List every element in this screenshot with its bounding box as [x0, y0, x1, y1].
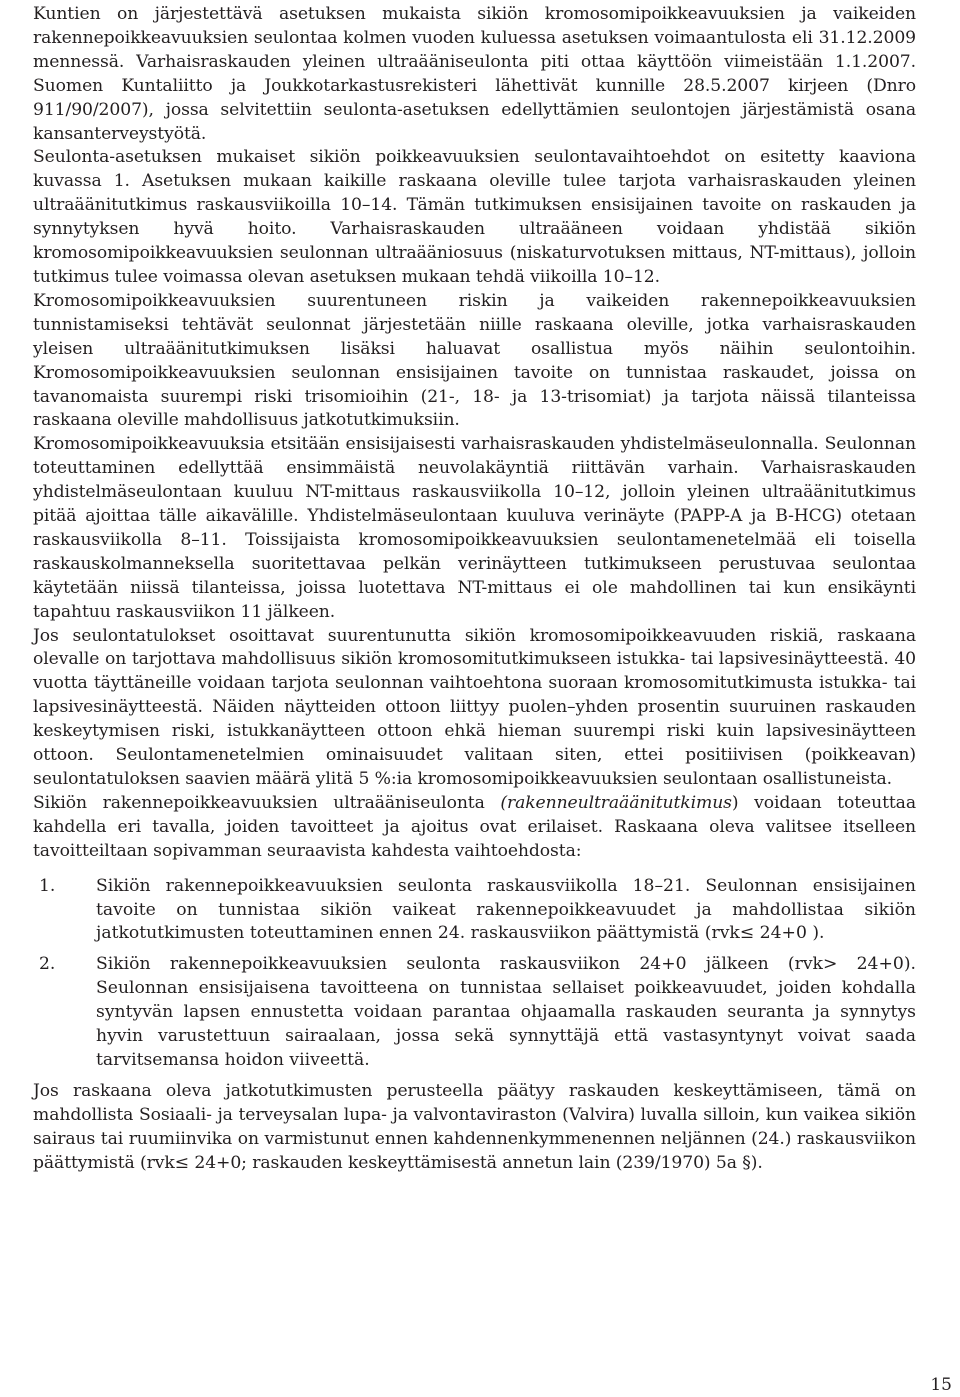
paragraph-4: Kromosomipoikkeavuuksia etsitään ensisijaisesti varhaisraskauden yhdistelmäseulonnalla. Seulonnan toteuttaminen edellyttää ensimmäistä neuvolakäyntiä riittävän varhain. Varhaisraskauden yhdistelmäseulontaan kuuluu NT-mittaus raskausviikolla 10–12, jolloin yleinen ultraäänitutkimus pitää ajoittaa tälle aikavälille. Yhdistelmäseulontaan kuuluva verinäyte (PAPP-A ja B-HCG) otetaan raskausviikolla 8–11. Toissijaista kromosomipoikkeavuuksien seulontamenetelmää eli toisella raskauskolmanneksella suoritettavaa pelkän verinäytteen tutkimukseen perustuvaa seulontaa käytetään niissä tilanteissa, joissa luotettava NT-mittaus ei ole mahdollinen tai kun ensikäynti tapahtuu raskausviikon 11 jälkeen. — [33, 434, 916, 622]
paragraph-6-after: ) voidaan toteuttaa kahdella eri tavalla, joiden tavoitteet ja ajoitus ovat erilaiset. Raskaana oleva valitsee itselleen tavoitteiltaan sopivamman seuraavista kahdesta vaihtoehdosta: — [33, 792, 916, 861]
list-item-text: Sikiön rakennepoikkeavuuksien seulonta raskausviikon 24+0 jälkeen (rvk> 24+0). Seulonnan ensisijaisena tavoitteena on tunnistaa sellaiset poikkeavuudet, joiden kohdalla syntyvän lapsen ennustetta voidaan parantaa ohjaamalla raskauden seuranta ja synnytys hyvin varustettuun sairaalaan, jossa sekä synnyttäjä että vastasyntynyt voivat saada tarvitsemansa hoidon viiveettä. — [96, 954, 916, 1070]
paragraph-2: Seulonta-asetuksen mukaiset sikiön poikkeavuuksien seulontavaihtoehdot on esitetty kaaviona kuvassa 1. Asetuksen mukaan kaikille raskaana oleville tulee tarjota varhaisraskauden yleinen ultraäänitutkimus raskausviikoilla 10–14. Tämän tutkimuksen ensisijainen tavoite on raskauden ja synnytyksen hyvä hoito. Varhaisraskauden ultraääneen voidaan yhdistää sikiön kromosomipoikkeavuuksien seulonnan ultraääniosuus (niskaturvotuksen mittaus, NT-mittaus), jolloin tutkimus tulee voimassa olevan asetuksen mukaan tehdä viikoilla 10–12. — [33, 147, 916, 287]
paragraph-3: Kromosomipoikkeavuuksien suurentuneen riskin ja vaikeiden rakennepoikkeavuuksien tunnistamiseksi tehtävät seulonnat järjestetään niille raskaana oleville, jotka varhaisraskauden yleisen ultraäänitutkimuksen lisäksi haluavat osallistua myös näihin seulontoihin. Kromosomipoikkeavuuksien seulonnan ensisijainen tavoite on tunnistaa raskaudet, joissa on tavanomaista suurempi riski trisomioihin (21-, 18- ja 13-trisomiat) ja tarjota näissä tilanteissa raskaana oleville mahdollisuus jatkotutkimuksiin. — [33, 290, 916, 431]
paragraph-1: Kuntien on järjestettävä asetuksen mukaista sikiön kromosomipoikkeavuuksien ja vaikeiden rakennepoikkeavuuksien seulontaa kolmen vuoden kuluessa asetuksen voimaantulosta eli 31.12.2009 mennessä. Varhaisraskauden yleinen ultraääniseulonta piti ottaa käyttöön viimeistään 1.1.2007. Suomen Kuntaliitto ja Joukkotarkastusrekisteri lähettivät kunnille 28.5.2007 kirjeen (Dnro 911/90/2007), jossa selvitettiin seulonta-asetuksen edellyttämien seulontojen järjestämistä osana kansanterveystyötä. — [33, 4, 916, 144]
list-item — [33, 953, 916, 1073]
body-text — [33, 3, 916, 1176]
paragraph-5: Jos seulontatulokset osoittavat suurentunutta sikiön kromosomipoikkeavuuden riskiä, raskaana olevalle on tarjottava mahdollisuus sikiön kromosomitutkimukseen istukka- tai lapsivesinäytteestä. 40 vuotta täyttäneille voidaan tarjota seulonnan vaihtoehtona suoraan kromosomitutkimusta istukka- tai lapsivesinäytteestä. Näiden näytteiden ottoon liittyy puolen–yhden prosentin suuruinen raskauden keskeytymisen riski, istukkanäytteen ottoon ehkä hieman suurempi riski kuin lapsivesinäytteen ottoon. Seulontamenetelmien ominaisuudet valitaan siten, ettei positiivisen (poikkeavan) seulontatuloksen saavien määrä ylitä 5 %:ia kromosomipoikkeavuuksien seulontaan osallistuneista. — [33, 625, 916, 789]
screening-options-list — [33, 875, 916, 1073]
paragraph-6 — [33, 792, 916, 864]
list-item-text: Sikiön rakennepoikkeavuuksien seulonta raskausviikolla 18–21. Seulonnan ensisijainen tavoite on tunnistaa sikiön vaikeat rakennepoikkeavuudet ja mahdollistaa sikiön jatkotutkimusten toteuttaminen ennen 24. raskausviikon päättymistä (rvk≤ 24+0 ). — [96, 875, 916, 944]
paragraph-6-before: Sikiön rakennepoikkeavuuksien ultraääniseulonta — [33, 792, 501, 813]
list-item — [33, 875, 916, 947]
paragraph-final: Jos raskaana oleva jatkotutkimusten perusteella päätyy raskauden keskeyttämiseen, tämä on mahdollista Sosiaali- ja terveysalan lupa- ja valvontaviraston (Valvira) luvalla silloin, kun vaikea sikiön sairaus tai ruumiinvika on varmistunut ennen kahdennenkymmenennen neljännen (24.) raskausviikon päättymistä (rvk≤ 24+0; raskauden keskeyttämisestä annetun lain (239/1970) 5a §). — [33, 1080, 916, 1173]
list-item-number: 2. — [39, 954, 56, 975]
paragraph-6-italic: (rakenneultraäänitutkimus — [500, 792, 732, 813]
page-number: 15 — [930, 1375, 952, 1395]
list-item-number: 1. — [39, 875, 56, 896]
